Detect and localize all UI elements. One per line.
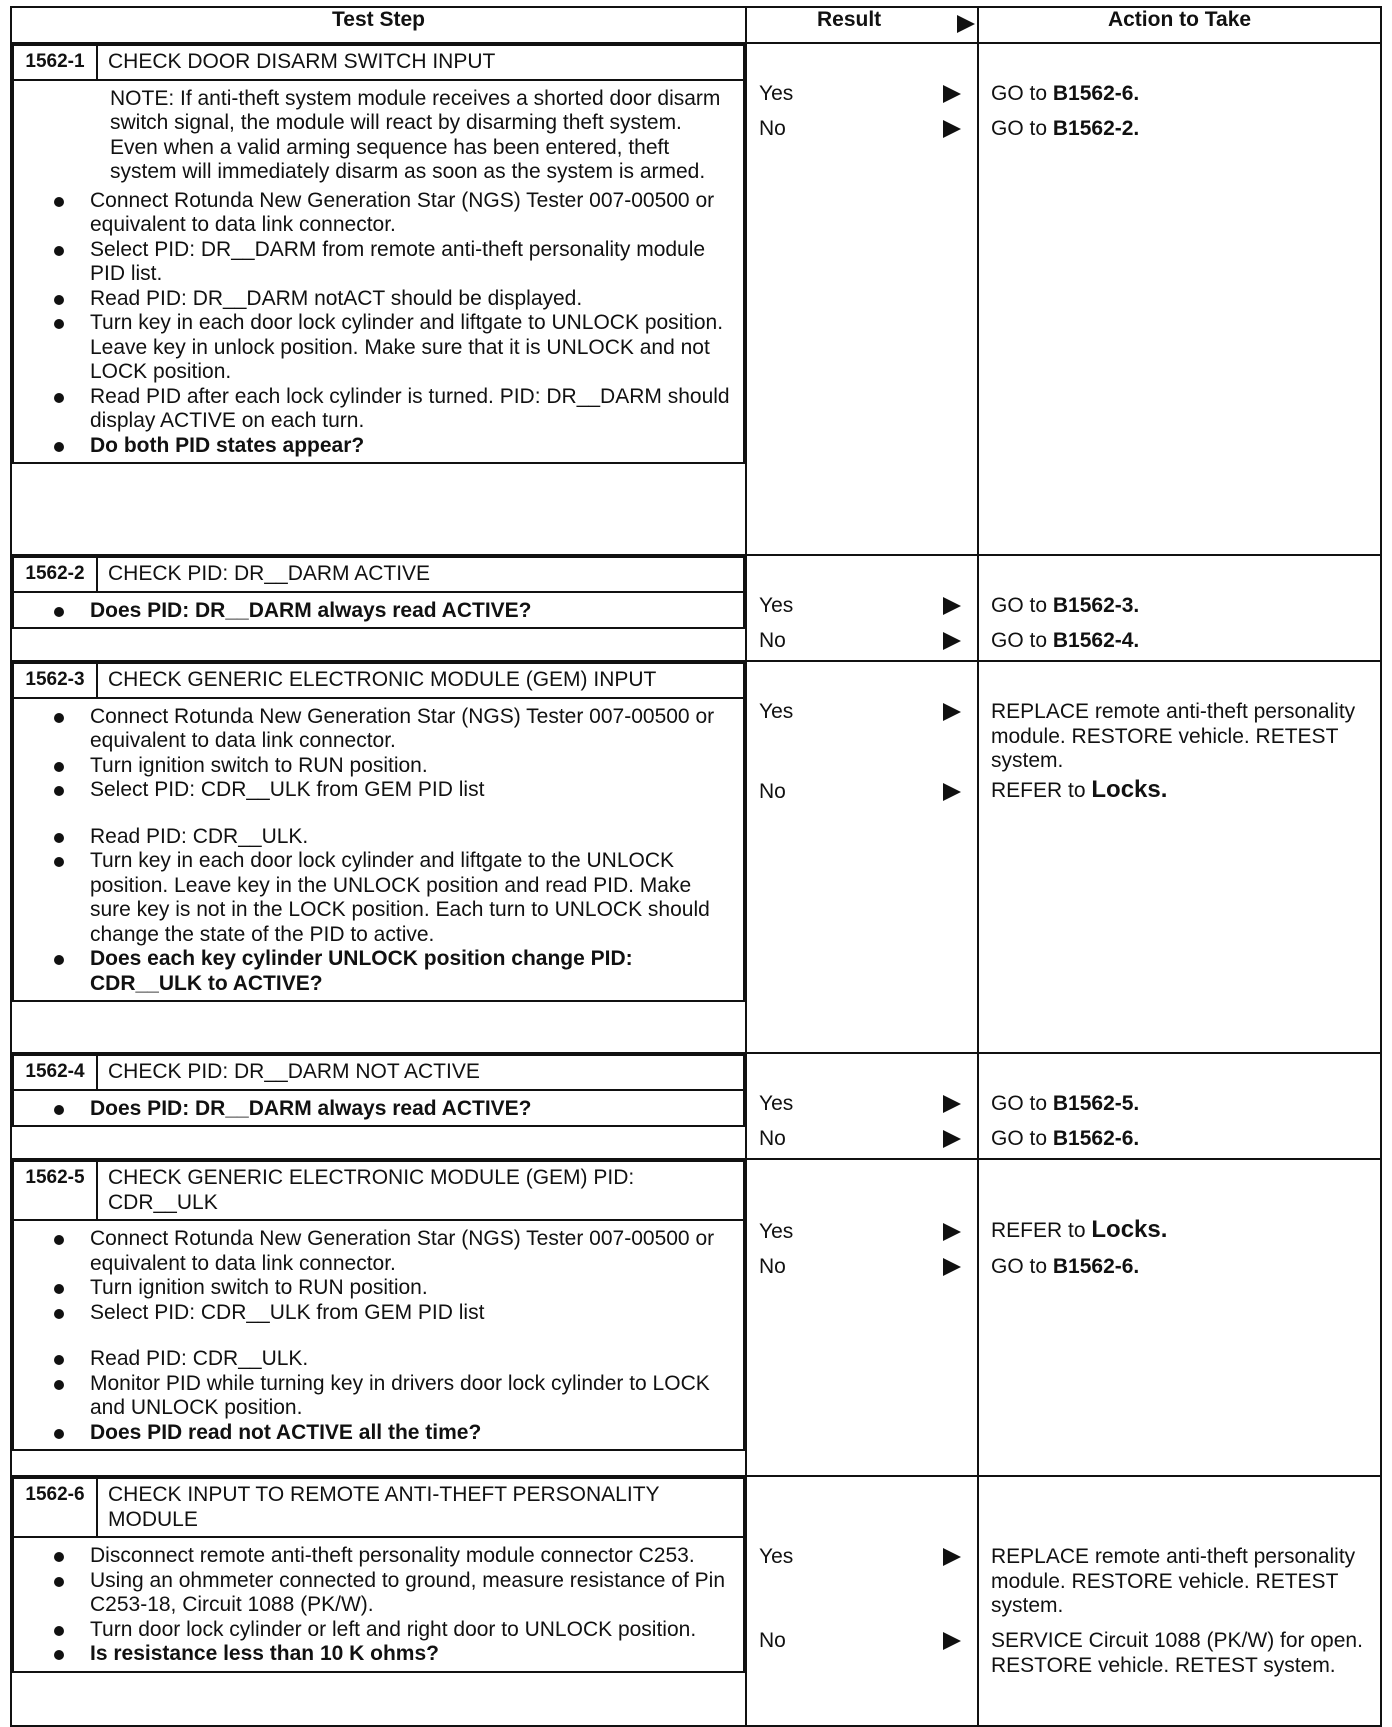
- result-cell: [746, 43, 978, 555]
- result-label: No: [759, 629, 786, 652]
- arrow-right-icon: [943, 632, 961, 650]
- step-bullet: Select PID: CDR__ULK from GEM PID list: [52, 778, 733, 803]
- step-title: CHECK GENERIC ELECTRONIC MODULE (GEM) INPUT: [97, 663, 744, 698]
- step-bullet: Monitor PID while turning key in drivers door lock cylinder to LOCK and UNLOCK position.: [52, 1372, 733, 1421]
- action-text: GO to B1562-3.: [991, 594, 1140, 617]
- step-id: 1562-5: [13, 1161, 97, 1220]
- action-text: GO to B1562-6.: [991, 82, 1140, 105]
- step-question: Does PID: DR__DARM always read ACTIVE?: [52, 599, 733, 624]
- arrow-right-icon: [943, 1130, 961, 1148]
- test-step-cell: [11, 43, 746, 555]
- result-yes: [759, 1220, 959, 1246]
- action-text: GO to B1562-2.: [991, 117, 1140, 140]
- diagnostic-table-page: [10, 6, 1380, 1678]
- result-no: [759, 629, 959, 655]
- arrow-right-icon: [943, 1548, 961, 1566]
- header-result: [746, 7, 978, 43]
- arrow-right-icon: [943, 597, 961, 615]
- action-text: REPLACE remote anti-theft personality module. RESTORE vehicle. RETEST system.: [991, 1545, 1356, 1617]
- arrow-right-icon: [943, 703, 961, 721]
- step-id: 1562-1: [13, 45, 97, 80]
- result-no: [759, 117, 959, 143]
- step-bullet: Turn ignition switch to RUN position.: [52, 754, 733, 779]
- result-yes: [759, 1092, 959, 1118]
- step-id: 1562-6: [13, 1478, 97, 1537]
- arrow-right-icon: [943, 1223, 961, 1241]
- pinpoint-test-table: [10, 6, 1382, 1727]
- step-question: Does each key cylinder UNLOCK position change PID: CDR__ULK to ACTIVE?: [52, 947, 733, 996]
- result-label: No: [759, 1255, 786, 1278]
- step-bullet: Connect Rotunda New Generation Star (NGS) Tester 007-00500 or equivalent to data link connector.: [52, 189, 733, 238]
- result-no: [759, 780, 959, 806]
- step-id: 1562-2: [13, 557, 97, 592]
- test-step-cell: [11, 1159, 746, 1476]
- result-yes: [759, 700, 959, 726]
- step-bullet: Disconnect remote anti-theft personality module connector C253.: [52, 1544, 733, 1569]
- step-row: [11, 43, 1381, 555]
- step-row: [11, 661, 1381, 1053]
- step-row: [11, 555, 1381, 661]
- step-id: 1562-4: [13, 1055, 97, 1090]
- step-bullet: Using an ohmmeter connected to ground, measure resistance of Pin C253-18, Circuit 1088 (PK/W).: [52, 1569, 733, 1618]
- result-label: No: [759, 780, 786, 803]
- test-step-cell: [11, 1476, 746, 1726]
- arrow-right-icon: [943, 120, 961, 138]
- action-text: GO to B1562-6.: [991, 1255, 1140, 1278]
- arrow-right-icon: [943, 1632, 961, 1650]
- step-bullet: Turn key in each door lock cylinder and liftgate to the UNLOCK position. Leave key in the UNLOCK position and read PID. Make sure key is not in the LOCK position. Each turn to UNLOCK should change the state of the PID to active.: [52, 849, 733, 947]
- header-action: Action to Take: [978, 7, 1381, 43]
- test-step-cell: [11, 661, 746, 1053]
- step-question: Is resistance less than 10 K ohms?: [52, 1642, 733, 1667]
- header-row: [11, 7, 1381, 43]
- test-step-cell: [11, 555, 746, 661]
- step-title: CHECK PID: DR__DARM ACTIVE: [97, 557, 744, 592]
- step-bullet: Read PID: CDR__ULK.: [52, 1347, 733, 1372]
- result-cell: [746, 661, 978, 1053]
- step-title: CHECK GENERIC ELECTRONIC MODULE (GEM) PID: CDR__ULK: [97, 1161, 744, 1220]
- step-title: CHECK PID: DR__DARM NOT ACTIVE: [97, 1055, 744, 1090]
- result-label: Yes: [759, 1092, 794, 1115]
- result-label: Yes: [759, 1220, 794, 1243]
- step-title: CHECK INPUT TO REMOTE ANTI-THEFT PERSONALITY MODULE: [97, 1478, 744, 1537]
- result-no: [759, 1255, 959, 1281]
- result-cell: [746, 1476, 978, 1726]
- step-row: [11, 1476, 1381, 1726]
- step-bullet: Read PID: DR__DARM notACT should be displayed.: [52, 287, 733, 312]
- step-row: [11, 1053, 1381, 1159]
- step-bullet: Connect Rotunda New Generation Star (NGS) Tester 007-00500 or equivalent to data link connector.: [52, 1227, 733, 1276]
- result-yes: [759, 1545, 959, 1571]
- header-result-label: Result: [817, 8, 882, 31]
- step-bullet: Read PID: CDR__ULK.: [52, 825, 733, 850]
- action-text: REFER to Locks.: [991, 776, 1168, 803]
- action-cell: [978, 43, 1381, 555]
- action-cell: [978, 1053, 1381, 1159]
- arrow-right-icon: [943, 1095, 961, 1113]
- step-title: CHECK DOOR DISARM SWITCH INPUT: [97, 45, 744, 80]
- action-cell: [978, 661, 1381, 1053]
- result-cell: [746, 1159, 978, 1476]
- result-label: Yes: [759, 594, 794, 617]
- step-bullet: Turn key in each door lock cylinder and liftgate to UNLOCK position. Leave key in unlock position. Make sure that it is UNLOCK and not LOCK position.: [52, 311, 733, 385]
- step-question: Do both PID states appear?: [52, 434, 733, 459]
- result-no: [759, 1127, 959, 1153]
- action-text: REPLACE remote anti-theft personality module. RESTORE vehicle. RETEST system.: [991, 700, 1356, 772]
- step-bullet: Turn door lock cylinder or left and right door to UNLOCK position.: [52, 1618, 733, 1643]
- test-step-cell: [11, 1053, 746, 1159]
- step-question: Does PID read not ACTIVE all the time?: [52, 1421, 733, 1446]
- result-label: Yes: [759, 82, 794, 105]
- step-bullet: Connect Rotunda New Generation Star (NGS) Tester 007-00500 or equivalent to data link connector.: [52, 705, 733, 754]
- arrow-right-icon: [943, 1258, 961, 1276]
- arrow-right-icon: [943, 85, 961, 103]
- step-bullet: Turn ignition switch to RUN position.: [52, 1276, 733, 1301]
- result-label: No: [759, 1629, 786, 1652]
- result-label: No: [759, 1127, 786, 1150]
- action-text: GO to B1562-4.: [991, 629, 1140, 652]
- step-row: [11, 1159, 1381, 1476]
- arrow-right-icon: [943, 783, 961, 801]
- step-note: NOTE: If anti-theft system module receives a shorted door disarm switch signal, the module will react by disarming theft system. Even when a valid arming sequence has been entered, theft system will immediately disarm as soon as the system is armed.: [110, 86, 721, 183]
- step-bullet: Read PID after each lock cylinder is turned. PID: DR__DARM should display ACTIVE on each turn.: [52, 385, 733, 434]
- action-text: GO to B1562-6.: [991, 1127, 1140, 1150]
- step-question: Does PID: DR__DARM always read ACTIVE?: [52, 1097, 733, 1122]
- step-id: 1562-3: [13, 663, 97, 698]
- action-cell: [978, 555, 1381, 661]
- action-cell: [978, 1159, 1381, 1476]
- arrow-right-icon: [957, 15, 975, 33]
- step-bullet: Select PID: CDR__ULK from GEM PID list: [52, 1301, 733, 1326]
- result-label: Yes: [759, 700, 794, 723]
- action-cell: [978, 1476, 1381, 1726]
- result-no: [759, 1629, 959, 1655]
- action-text: SERVICE Circuit 1088 (PK/W) for open. RESTORE vehicle. RETEST system.: [991, 1629, 1363, 1677]
- result-yes: [759, 594, 959, 620]
- result-yes: [759, 82, 959, 108]
- action-text: REFER to Locks.: [991, 1216, 1168, 1243]
- result-cell: [746, 555, 978, 661]
- result-label: Yes: [759, 1545, 794, 1568]
- header-test-step: Test Step: [11, 7, 746, 43]
- result-label: No: [759, 117, 786, 140]
- result-cell: [746, 1053, 978, 1159]
- step-bullet: Select PID: DR__DARM from remote anti-theft personality module PID list.: [52, 238, 733, 287]
- action-text: GO to B1562-5.: [991, 1092, 1140, 1115]
